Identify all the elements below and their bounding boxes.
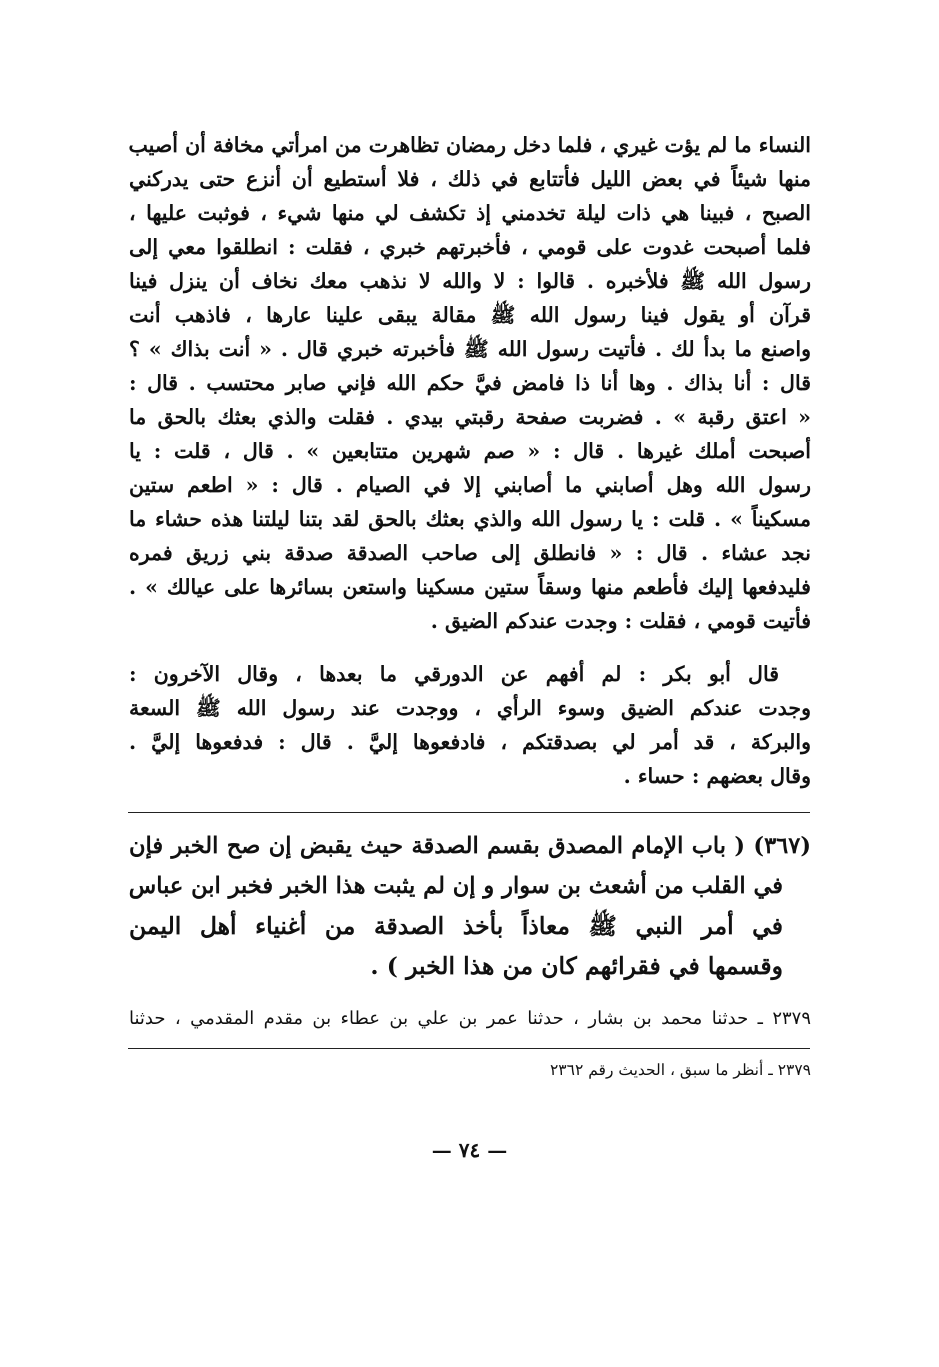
section-divider [128,812,810,813]
chapter-line: وقسمها في فقرائهم كان من هذا الخبر ) . [370,952,783,980]
body-line: واصنع ما بدأ لك . فأتيت رسول الله ﷺ فأخبرته خبري قال . « أنت بذاك » ؟ [129,337,811,361]
body-line: رسول الله ﷺ فلأخبره . قالوا : لا والله لا نذهب معك نخاف أن ينزل فينا [129,269,811,293]
chapter-line: في أمر النبي ﷺ معاذاً بأخذ الصدقة من أغنياء أهل اليمن [129,912,783,940]
body-line: نجد عشاء . قال : « فانطلق إلى صاحب الصدقة صدقة بني زريق فمره [129,541,811,565]
body-line: قال : أنا بذاك . وها أنا ذا فامض فيَّ حكم الله فإني صابر محتسب . قال : [129,371,811,395]
body-line: منها شيئاً في بعض الليل فأتتابع في ذلك ، فلا أستطيع أن أنزع حتى يدركني [129,167,811,191]
body-line: مسكيناً » . قلت : يا رسول الله والذي بعثك بالحق لقد بتنا ليلتنا هذه حشاء ما [129,507,811,531]
body-line: فأتيت قومي ، فقلت : وجدت عندكم الضيق . [430,609,811,633]
body-line: فليدفعها إليك فأطعم منها وسقاً ستين مسكينا واستعن بسائرها على عيالك » . [129,575,811,599]
hadith-chain-line: ٢٣٧٩ ـ حدثنا محمد بن بشار ، حدثنا عمر بن علي بن عطاء بن مقدم المقدمي ، حدثنا [129,1008,811,1029]
commentary-line: وجدت عندكم الضيق وسوء الرأي ، ووجدت عند رسول الله ﷺ السعة [129,696,811,720]
chapter-line: (٣٦٧) ( باب الإمام المصدق بقسم الصدقة حيث يقبض إن صح الخبر فإن [129,833,811,859]
chapter-line: في القلب من أشعث بن سوار و إن لم يثبت هذا الخبر فخبر ابن عباس [129,873,783,899]
body-line: النساء ما لم يؤت غيري ، فلما دخل رمضان تظاهرت من امرأتي مخافة أن أصيب [129,133,811,157]
body-line: قرآن أو يقول فينا رسول الله ﷺ مقالة يبقى علينا عارها ، فاذهب أنت [129,303,811,327]
body-line: أصبحت أملك غيرها . قال : « صم شهرين متتابعين » . قال ، قلت : يا [129,439,811,463]
body-line: « اعتق رقبة » . فضربت صفحة رقبتي بيدي . فقلت والذي بعثك بالحق ما [129,405,811,429]
body-line: الصبح ، فبينا هي ذات ليلة تخدمني إذ تكشف لي منها شيء ، فوثبت عليها ، [129,201,811,225]
commentary-line: قال أبو بكر : لم أفهم عن الدورقي ما بعدها ، وقال الآخرون : [129,662,779,686]
commentary-line: والبركة ، قد أمر لي بصدقتكم ، فادفعوها إليَّ . قال : فدفعوها إليَّ . [129,730,811,754]
footnote: ٢٣٧٩ ـ أنظر ما سبق ، الحديث رقم ٢٣٦٢ [549,1061,811,1079]
body-line: رسول الله وهل أصابني ما أصابني إلا في الصيام . قال : « اطعم ستين [129,473,811,497]
page-number: — ٧٤ — [431,1138,508,1162]
body-line: فلما أصبحت غدوت على قومي ، فأخبرتهم خبري ، فقلت : انطلقوا معي إلى [129,235,811,259]
footnote-divider [128,1048,810,1049]
commentary-line: وقال بعضهم : حساء . [623,764,811,788]
